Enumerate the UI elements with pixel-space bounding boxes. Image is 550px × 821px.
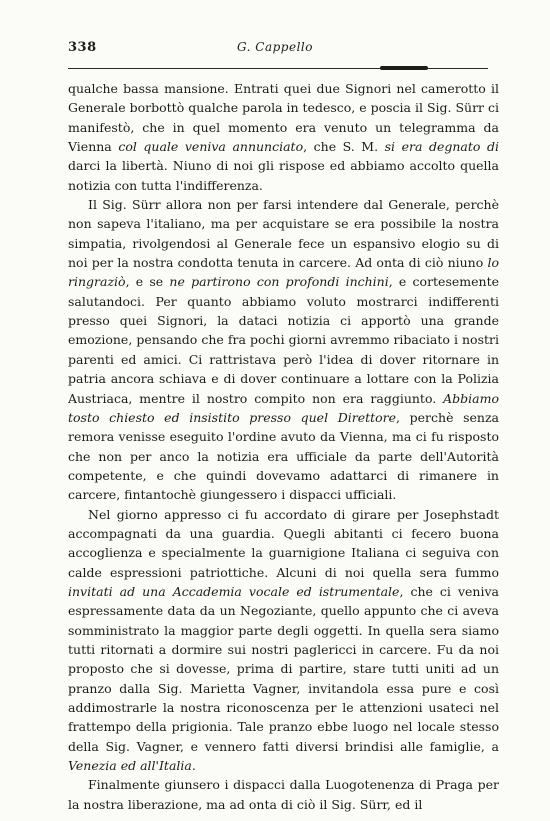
text-run: darci la libertà. Niuno di noi gli rispose ed abbiamo accolto quella notizia con tutta l'indifferenza.: [68, 158, 499, 193]
italic-text: ne partirono con profondi inchini: [169, 274, 389, 290]
italic-text: Venezia ed all'Italia: [68, 758, 192, 774]
italic-text: invitati ad una Accademia vocale ed istrumentale: [68, 583, 400, 599]
text-run: Nel giorno appresso ci fu accordato di girare per Josephstadt accompagnati da una guardia. Quegli abitanti ci fecero buona accoglienza e specialmente la guarnigione Italiana ci seguiva con calde espressioni patriottiche. Alcuni di noi quella sera fummo: [68, 506, 499, 580]
text-run: , e cortesemente salutandoci. Per quanto abbiamo voluto mostrarci indifferenti presso quei Signori, la dataci notizia ci apportò una grande emozione, pensando che fra pochi giorni avremmo ribaciato i nostri parenti ed amici. Ci rattristava però l'idea di dover ritornare in patria ancora schiava e di dover continuare a lottare con la Polizia Austriaca, mentre il nostro compito non era raggiunto.: [68, 274, 499, 406]
paragraph: [68, 505, 499, 776]
italic-text: Abbiamo tosto chiesto ed insistito presso quel Direttore: [68, 390, 499, 425]
text-run: , perchè senza remora venisse eseguito l'ordine avuto da Vienna, ma ci fu risposto che non per anco la notizia era ufficiale da parte dell'Autorità competente, e che quindi dovevamo adattarci di rimanere in carcere, fintantochè giungessero i dispacci ufficiali.: [68, 409, 499, 503]
text-run: Il Sig. Sürr allora non per farsi intendere dal Generale, perchè non sapeva l'italiano, ma per acquistare se era possibile la nostra simpatia, rivolgendosi al Generale fece un espansivo elogio su di noi per la nostra condotta tenuta in carcere. Ad onta di ciò niuno: [68, 197, 499, 271]
italic-text: col quale veniva annunciato: [118, 139, 304, 155]
text-run: qualche bassa mansione. Entrati quei due Signori nel camerotto il Generale borbottò qualche parola in tedesco, e poscia il Sig. Sürr ci manifestò, che in quel momento era venuto un telegramma da Vienna: [68, 81, 499, 155]
header-rule-ornament: [380, 66, 428, 70]
text-run: , che ci veniva espressamente data da un Negoziante, quello appunto che ci aveva somministrato la maggior parte degli oggetti. In quella sera siamo tutti ritornati a dormire sui nostri paglericci in carcere. Fu da noi proposto che si dovesse, prima di partire, stare tutti uniti ad un pranzo dalla Sig. Marietta Vagner, invitandola essa pure e così addimostrarle la nostra riconoscenza per le attenzioni usateci nel frattempo della prigionia. Tale pranzo ebbe luogo nel locale stesso della Sig. Vagner, e vennero fatti diversi brindisi alle famiglie, a: [68, 583, 499, 754]
paragraph: [68, 195, 499, 505]
running-head: G. Cappello: [237, 40, 313, 54]
italic-text: si era degnato di: [384, 139, 499, 155]
italic-text: lo ringraziò: [68, 255, 499, 290]
text-run: .: [191, 758, 196, 774]
text-run: , e se: [125, 274, 170, 290]
body-text: [68, 79, 499, 814]
text-run: Finalmente giunsero i dispacci dalla Luogotenenza di Praga per la nostra liberazione, ma ad onta di ciò il Sig. Sürr, ed il: [68, 777, 499, 812]
paragraph: [68, 775, 499, 814]
text-run: , che S. M.: [303, 139, 385, 155]
paragraph: [68, 79, 499, 195]
page-number: 338: [68, 40, 97, 55]
